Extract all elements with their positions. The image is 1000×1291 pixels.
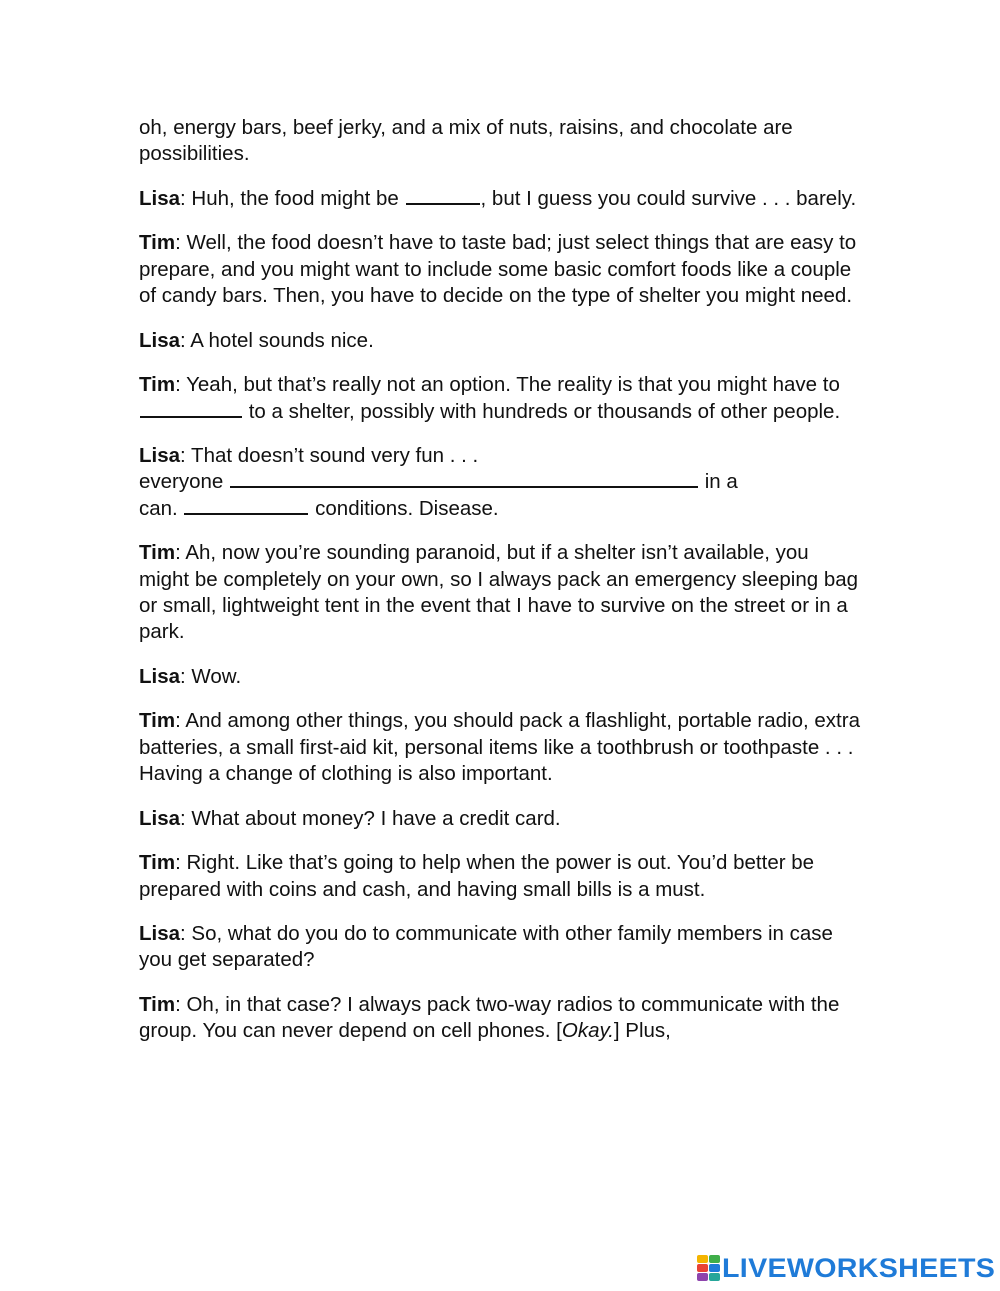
dialogue-line xyxy=(139,992,864,1045)
dialogue-line xyxy=(139,372,864,425)
logo-mark-icon xyxy=(697,1255,719,1281)
speaker-name: Lisa xyxy=(139,186,181,210)
logo-wordmark: LIVEWORKSHEETS xyxy=(722,1252,996,1283)
speaker-name: Tim xyxy=(139,231,176,255)
line-text: : And among other things, you should pack a flashlight, portable radio, extra batteries, a small first-aid kit, personal items like a toothbrush or toothpaste . . . Having a change of clothing is also important. xyxy=(139,709,860,786)
line-text: conditions. Disease. xyxy=(309,496,499,520)
italic-text: Okay. xyxy=(561,1019,614,1043)
dialogue-line xyxy=(139,850,864,903)
line-text: : Yeah, but that’s really not an option. The reality is that you might have to xyxy=(175,373,840,397)
worksheet-text xyxy=(139,115,864,1063)
line-text: oh, energy bars, beef jerky, and a mix of nuts, raisins, and chocolate are possibilities. xyxy=(139,116,793,166)
liveworksheets-logo xyxy=(697,1252,996,1283)
speaker-name: Tim xyxy=(139,851,176,875)
fill-in-blank[interactable] xyxy=(406,186,480,205)
speaker-name: Tim xyxy=(139,541,176,565)
speaker-name: Lisa xyxy=(139,922,181,946)
dialogue-line xyxy=(139,708,864,787)
line-text: : A hotel sounds nice. xyxy=(180,328,374,352)
speaker-name: Lisa xyxy=(139,328,181,352)
line-text: : Well, the food doesn’t have to taste bad; just select things that are easy to prepare, and you might want to include some basic comfort foods like a couple of candy bars. Then, you have to decide on the type of shelter you might need. xyxy=(139,231,857,308)
speaker-name: Tim xyxy=(139,709,176,733)
line-text: : Ah, now you’re sounding paranoid, but if a shelter isn’t available, you might be completely on your own, so I always pack an emergency sleeping bag or small, lightweight tent in the event that I have to survive on the street or in a park. xyxy=(139,541,859,644)
line-text: : What about money? I have a credit card. xyxy=(180,806,561,830)
dialogue-line xyxy=(139,186,864,212)
line-text: everyone xyxy=(139,470,230,494)
dialogue-line xyxy=(139,115,864,168)
speaker-name: Tim xyxy=(139,373,176,397)
line-text: : Right. Like that’s going to help when the power is out. You’d better be prepared with coins and cash, and having small bills is a must. xyxy=(139,851,815,901)
dialogue-line xyxy=(139,328,864,354)
speaker-name: Lisa xyxy=(139,444,181,468)
line-text: : Huh, the food might be xyxy=(180,186,405,210)
fill-in-blank[interactable] xyxy=(230,469,698,488)
speaker-name: Lisa xyxy=(139,664,181,688)
line-text: : Wow. xyxy=(180,664,242,688)
line-text: can. xyxy=(139,496,184,520)
dialogue-line xyxy=(139,664,864,690)
speaker-name: Tim xyxy=(139,992,176,1016)
dialogue-line xyxy=(139,443,864,522)
dialogue-line xyxy=(139,921,864,974)
line-text: , but I guess you could survive . . . barely. xyxy=(480,186,857,210)
line-text: to a shelter, possibly with hundreds or thousands of other people. xyxy=(243,399,841,423)
fill-in-blank[interactable] xyxy=(140,399,242,418)
line-text: : So, what do you do to communicate with other family members in case you get separated? xyxy=(139,922,833,972)
speaker-name: Lisa xyxy=(139,806,181,830)
line-text: in a xyxy=(699,470,738,494)
line-text: ] Plus, xyxy=(613,1019,671,1043)
line-text: : That doesn’t sound very fun . . . xyxy=(180,444,479,468)
dialogue-line xyxy=(139,540,864,645)
fill-in-blank[interactable] xyxy=(184,496,308,515)
dialogue-line xyxy=(139,230,864,309)
dialogue-line xyxy=(139,806,864,832)
line-text: : Oh, in that case? I always pack two-way radios to communicate with the group. You can never depend on cell phones. [ xyxy=(139,992,840,1043)
